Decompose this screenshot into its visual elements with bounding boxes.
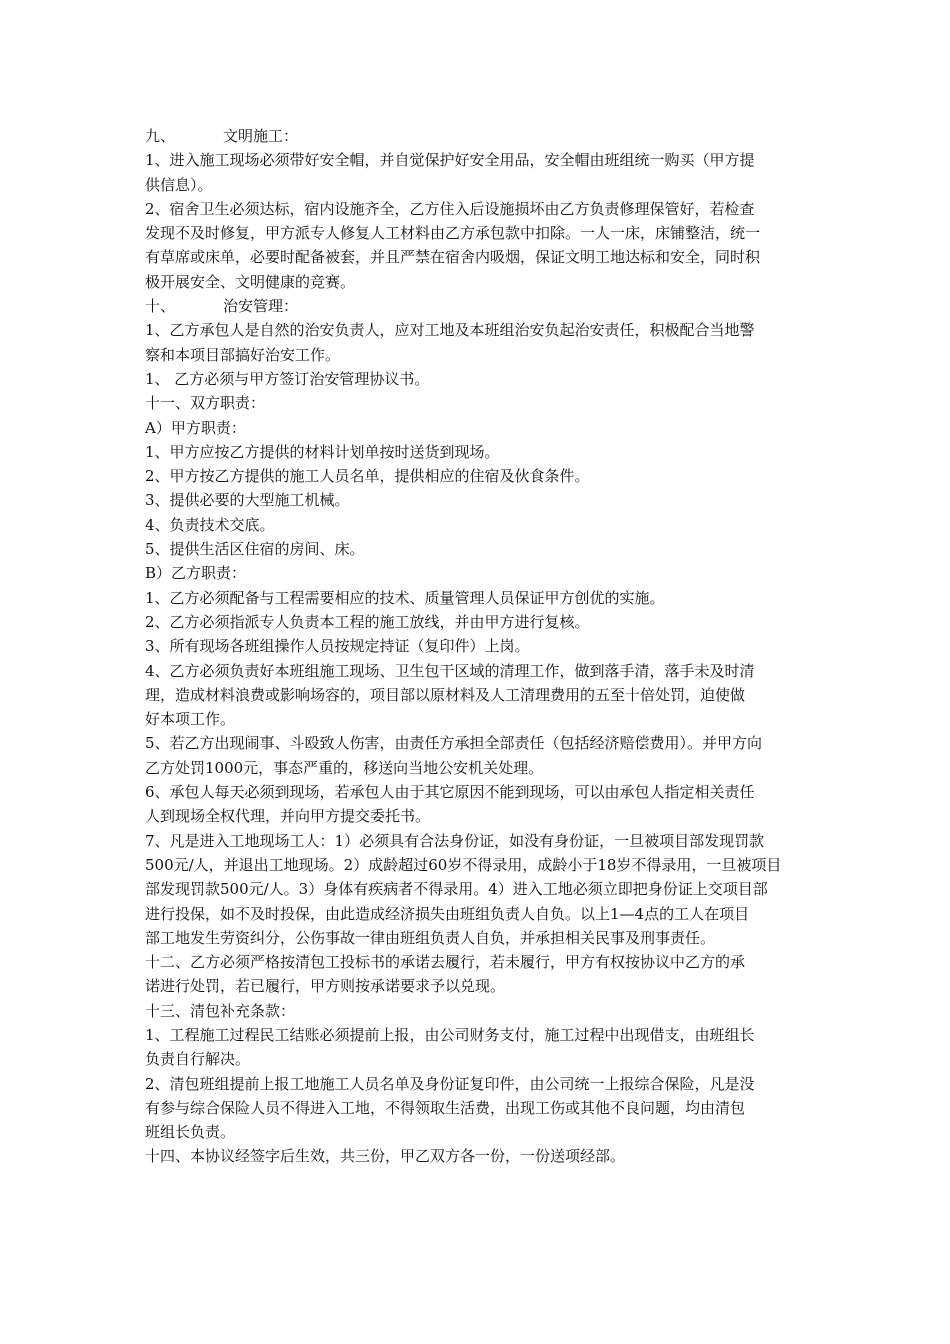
text-line: 7、凡是进入工地现场工人：1）必须具有合法身份证，如没有身份证，一旦被项目部发现罚款: [145, 831, 765, 850]
text-line: 负责自行解决。: [145, 1050, 251, 1069]
section-heading-11: 十一、双方职责：: [145, 394, 266, 413]
document-body: [145, 124, 810, 1169]
subsection-heading-a: A）甲方职责：: [145, 418, 246, 437]
text-line: 进行投保，如不及时投保，由此造成经济损失由班组负责人自负。以上1—4点的工人在项目: [145, 904, 750, 923]
text-line: 部工地发生劳资纠分，公伤事故一律由班组负责人自负，并承担相关民事及刑事责任。: [145, 928, 716, 947]
text-line: 人到现场全权代理，并向甲方提交委托书。: [145, 807, 431, 826]
text-line: 有参与综合保险人员不得进入工地，不得领取生活费，出现工伤或其他不良问题，均由清包: [145, 1098, 746, 1117]
text-line: 部发现罚款500元/人。3）身体有疾病者不得录用。4）进入工地必须立即把身份证上交项目部: [145, 880, 768, 899]
text-line: 500元/人，并退出工地现场。2）成龄超过60岁不得录用，成龄小于18岁不得录用，一旦被项目: [145, 855, 782, 874]
text-line: 1、进入施工现场必须带好安全帽，并自觉保护好安全用品，安全帽由班组统一购买（甲方提: [145, 151, 755, 170]
text-line: 2、甲方按乙方提供的施工人员名单，提供相应的住宿及伙食条件。: [145, 467, 590, 486]
text-line: 极开展安全、文明健康的竞赛。: [145, 272, 356, 291]
subsection-heading-b: B）乙方职责：: [145, 564, 247, 583]
text-line: 4、乙方必须负责好本班组施工现场、卫生包干区域的清理工作，做到落手清，落手未及时清: [145, 661, 755, 680]
section-number: 十、: [145, 297, 176, 316]
text-line: 4、负责技术交底。: [145, 515, 275, 534]
text-line: 班组长负责。: [145, 1123, 236, 1142]
text-line: 3、提供必要的大型施工机械。: [145, 491, 350, 510]
section-heading-13: 十三、清包补充条款：: [145, 1001, 296, 1020]
text-line: 理，造成材料浪费或影响场容的，项目部以原材料及人工清理费用的五至十倍处罚，迫使做: [145, 685, 746, 704]
section-number: 九、: [145, 127, 176, 145]
text-line: 1、工程施工过程民工结账必须提前上报，由公司财务支付，施工过程中出现借支，由班组长: [145, 1025, 755, 1044]
text-line: 诺进行处罚，若已履行，甲方则按承诺要求予以兑现。: [145, 977, 506, 996]
text-line: 1、 乙方必须与甲方签订治安管理协议书。: [145, 369, 430, 388]
section-heading-9: [145, 124, 810, 148]
text-line: 察和本项目部搞好治安工作。: [145, 345, 341, 364]
section-heading-10: [145, 294, 810, 318]
text-line: 供信息）。: [145, 175, 213, 194]
text-line: 发现不及时修复，甲方派专人修复人工材料由乙方承包款中扣除。一人一床，床铺整洁，统一: [145, 224, 761, 243]
section-heading-14: 十四、本协议经签字后生效，共三份，甲乙双方各一份，一份送项经部。: [145, 1147, 626, 1166]
section-title: 文明施工：: [223, 127, 299, 145]
text-line: 1、乙方必须配备与工程需要相应的技术、质量管理人员保证甲方创优的实施。: [145, 588, 665, 607]
text-line: 5、若乙方出现闹事、斗殴致人伤害，由责任方承担全部责任（包括经济赔偿费用）。并甲方向: [145, 734, 763, 753]
text-line: 5、提供生活区住宿的房间、床。: [145, 540, 365, 559]
text-line: 2、清包班组提前上报工地施工人员名单及身份证复印件，由公司统一上报综合保险，凡是没: [145, 1074, 755, 1093]
text-line: 6、承包人每天必须到现场，若承包人由于其它原因不能到现场，可以由承包人指定相关责任: [145, 783, 755, 802]
section-title: 治安管理：: [223, 297, 299, 316]
text-line: 3、所有现场各班组操作人员按规定持证（复印件）上岗。: [145, 637, 530, 656]
text-line: 1、乙方承包人是自然的治安负责人，应对工地及本班组治安负起治安责任，积极配合当地警: [145, 321, 755, 340]
text-line: 乙方处罚1000元，事态严重的，移送向当地公安机关处理。: [145, 758, 544, 777]
text-line: 好本项工作。: [145, 710, 236, 729]
section-heading-12: 十二、乙方必须严格按清包工投标书的承诺去履行，若未履行，甲方有权按协议中乙方的承: [145, 953, 746, 972]
text-line: 1、甲方应按乙方提供的材料计划单按时送货到现场。: [145, 442, 500, 461]
text-line: 2、宿舍卫生必须达标，宿内设施齐全，乙方住入后设施损坏由乙方负责修理保管好，若检查: [145, 199, 755, 218]
text-line: 有草席或床单，必要时配备被套，并且严禁在宿舍内吸烟，保证文明工地达标和安全，同时积: [145, 248, 761, 267]
text-line: 2、乙方必须指派专人负责本工程的施工放线，并由甲方进行复核。: [145, 612, 590, 631]
